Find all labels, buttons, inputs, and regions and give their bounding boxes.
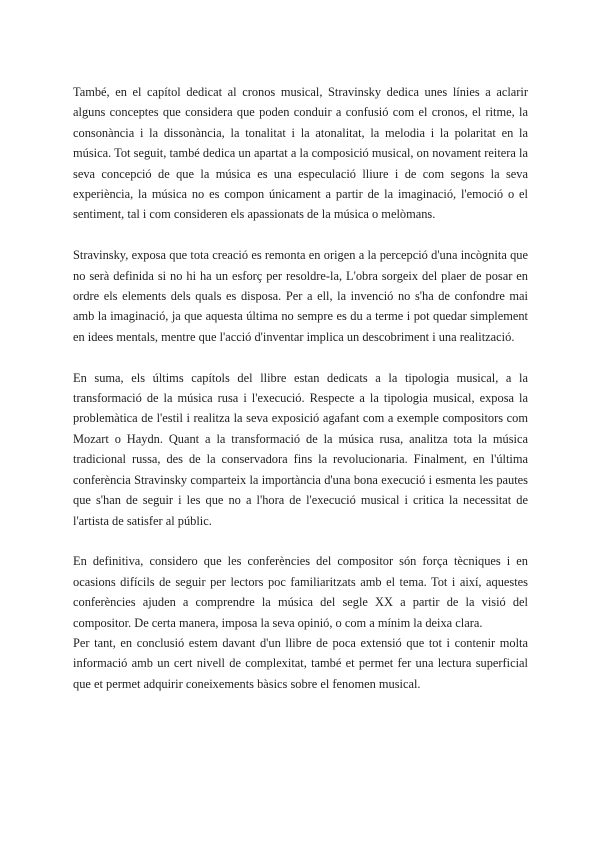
paragraph-5: Per tant, en conclusió estem davant d'un llibre de poca extensió que tot i contenir molta informació amb un cert nivell de complexitat, també et permet fer una lectura superficial que et permet adquirir coneixements bàsics sobre el fenomen musical. — [73, 635, 528, 691]
paragraph-3: En suma, els últims capítols del llibre estan dedicats a la tipologia musical, a la transformació de la música rusa i l'execució. Respecte a la tipologia musical, exposa la problemàtica de l'estil i realitza la seva exposició agafant com a exemple compositors com Mozart o Haydn. Quant a la transformació de la música rusa, analitza tota la música tradicional russa, des de la conservadora fins la revolucionaria. Finalment, en l'última conferència Stravinsky comparteix la importància d'una bona execució i esmenta les pautes que s'han de seguir i les que no a l'hora de l'execució musical i critica la necessitat de l'artista de satisfer al públic. — [73, 370, 528, 528]
paragraph-1: També, en el capítol dedicat al cronos musical, Stravinsky dedica unes línies a aclarir alguns conceptes que considera que poden conduir a confusió com el cronos, el ritme, la consonància i la dissonància, la tonalitat i la atonalitat, la melodia i la polaritat en la música. Tot seguit, també dedica un apartat a la composició musical, on novament reitera la seva concepció de que la música es una especulació lliure i de com segons la seva experiència, la música no es compon únicament a partir de la imaginació, l'emoció o el sentiment, tal i com consideren els apassionats de la música o melòmans. — [73, 85, 528, 222]
paragraph-4: En definitiva, considero que les conferències del compositor són força tècniques i en ocasions difícils de seguir per lectors poc familiaritzats amb el tema. Tot i així, aquestes conferències ajuden a comprendre la música del segle XX a partir de la visió del compositor. De certa manera, imposa la seva opinió, o com a mínim la deixa clara. — [73, 554, 528, 630]
paragraph-2: Stravinsky, exposa que tota creació es remonta en origen a la percepció d'una incògnita que no serà definida si no hi ha un esforç per resoldre-la, L'obra sorgeix del plaer de posar en ordre els elements dels quals es disposa. Per a ell, la invenció no s'ha de confondre mai amb la imaginació, ja que aquesta última no sempre es du a terme i pot quedar simplement en idees mentals, mentre que l'acció d'inventar implica un descobriment i una realització. — [73, 248, 528, 344]
document-body — [73, 82, 528, 715]
